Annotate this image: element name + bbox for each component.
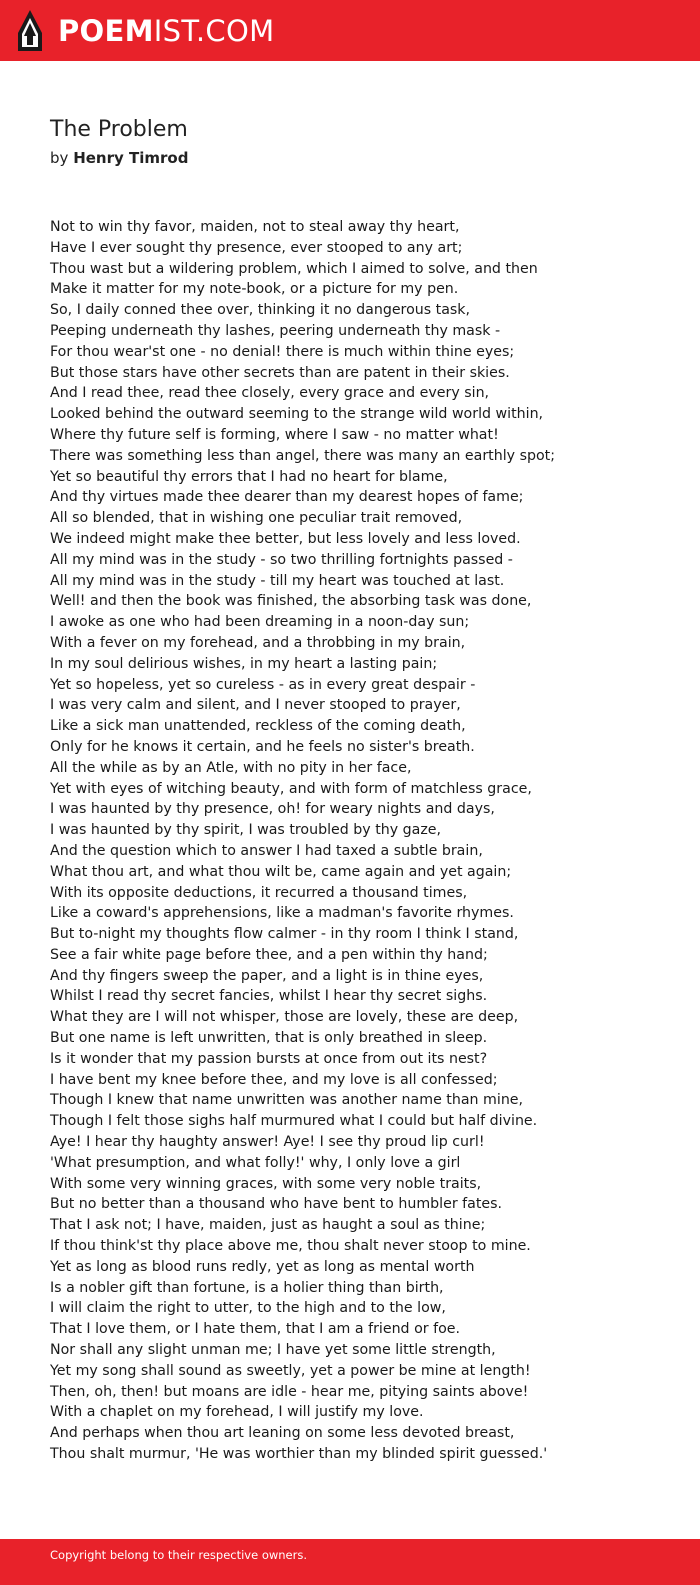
poem-line: There was something less than angel, there was many an earthly spot;: [50, 447, 555, 464]
poem-line: What thou art, and what thou wilt be, came again and yet again;: [50, 863, 512, 880]
poem-line: For thou wear'st one - no denial! there is much within thine eyes;: [50, 343, 515, 360]
poem-line: Looked behind the outward seeming to the strange wild world within,: [50, 406, 544, 423]
poem-line: Have I ever sought thy presence, ever stooped to any art;: [50, 239, 463, 256]
poem-line: That I ask not; I have, maiden, just as haught a soul as thine;: [50, 1217, 486, 1234]
poem-line: But no better than a thousand who have bent to humbler fates.: [50, 1196, 503, 1213]
poem-byline: [50, 148, 188, 168]
poem-line: Thou shalt murmur, 'He was worthier than my blinded spirit guessed.': [50, 1446, 548, 1463]
poem-line: I have bent my knee before thee, and my love is all confessed;: [50, 1071, 498, 1088]
poem-line: If thou think'st thy place above me, thou shalt never stoop to mine.: [50, 1238, 531, 1255]
poem-line: I was very calm and silent, and I never stooped to prayer,: [50, 697, 461, 714]
poem-line: Whilst I read thy secret fancies, whilst I hear thy secret sighs.: [50, 988, 488, 1005]
poem-line: And the question which to answer I had taxed a subtle brain,: [50, 842, 483, 859]
poem-line: All so blended, that in wishing one peculiar trait removed,: [50, 510, 463, 527]
poem-line: All my mind was in the study - till my heart was touched at last.: [50, 572, 505, 589]
poem-line: I will claim the right to utter, to the high and to the low,: [50, 1300, 446, 1317]
poem-line: Aye! I hear thy haughty answer! Aye! I see thy proud lip curl!: [50, 1134, 485, 1151]
poem-line: And perhaps when thou art leaning on some less devoted breast,: [50, 1425, 515, 1442]
site-header: [0, 0, 700, 61]
poem-line: So, I daily conned thee over, thinking it no dangerous task,: [50, 302, 471, 319]
poem-line: With a chaplet on my forehead, I will justify my love.: [50, 1404, 424, 1421]
poem-line: Thou wast but a wildering problem, which I aimed to solve, and then: [50, 260, 538, 277]
poem-line: Though I felt those sighs half murmured what I could but half divine.: [50, 1113, 538, 1130]
poem-line: Nor shall any slight unman me; I have yet some little strength,: [50, 1342, 496, 1359]
poem-line: And I read thee, read thee closely, every grace and every sin,: [50, 385, 490, 402]
poem-line: See a fair white page before thee, and a pen within thy hand;: [50, 946, 488, 963]
poem-line: But to-night my thoughts flow calmer - in thy room I think I stand,: [50, 926, 519, 943]
brand-name-light: IST.COM: [153, 13, 275, 48]
copyright-notice: Copyright belong to their respective owners.: [50, 1548, 308, 1562]
poem-line: Yet as long as blood runs redly, yet as long as mental worth: [50, 1258, 475, 1275]
poem-line: I was haunted by thy spirit, I was troubled by thy gaze,: [50, 822, 442, 839]
poem-author: Henry Timrod: [73, 149, 189, 167]
poem-line: We indeed might make thee better, but less lovely and less loved.: [50, 530, 521, 547]
poem-line: All the while as by an Atle, with no pity in her face,: [50, 759, 412, 776]
poem-line: In my soul delirious wishes, in my heart a lasting pain;: [50, 655, 438, 672]
poem-line: Well! and then the book was finished, the absorbing task was done,: [50, 593, 532, 610]
by-label: by: [50, 149, 69, 167]
poem-line: Yet with eyes of witching beauty, and with form of matchless grace,: [50, 780, 532, 797]
poem-line: And thy fingers sweep the paper, and a light is in thine eyes,: [50, 967, 484, 984]
site-logo-link[interactable]: [16, 8, 274, 54]
poem-line: And thy virtues made thee dearer than my dearest hopes of fame;: [50, 489, 524, 506]
site-footer: [0, 1539, 700, 1585]
poem-line: Like a coward's apprehensions, like a madman's favorite rhymes.: [50, 905, 514, 922]
poem-line: With its opposite deductions, it recurred a thousand times,: [50, 884, 468, 901]
poem-line: With a fever on my forehead, and a throbbing in my brain,: [50, 634, 466, 651]
poem-line: Yet my song shall sound as sweetly, yet a power be mine at length!: [50, 1362, 531, 1379]
poem-line: Make it matter for my note-book, or a picture for my pen.: [50, 281, 459, 298]
poem-line: Where thy future self is forming, where I saw - no matter what!: [50, 426, 499, 443]
poem-line: 'What presumption, and what folly!' why, I only love a girl: [50, 1154, 461, 1171]
poem-line: I was haunted by thy presence, oh! for weary nights and days,: [50, 801, 495, 818]
poem-line: What they are I will not whisper, those are lovely, these are deep,: [50, 1009, 519, 1026]
poem-line: Not to win thy favor, maiden, not to steal away thy heart,: [50, 219, 460, 235]
poem-line: Only for he knows it certain, and he feels no sister's breath.: [50, 738, 475, 755]
poem-line: Then, oh, then! but moans are idle - hear me, pitying saints above!: [50, 1383, 529, 1400]
poem-line: All my mind was in the study - so two thrilling fortnights passed -: [50, 551, 513, 568]
poem-line: Peeping underneath thy lashes, peering underneath thy mask -: [50, 322, 501, 339]
poem-line: Yet so beautiful thy errors that I had no heart for blame,: [50, 468, 448, 485]
poem-line: That I love them, or I hate them, that I am a friend or foe.: [50, 1321, 461, 1338]
poem-body: [50, 217, 680, 1465]
poem-line: Yet so hopeless, yet so cureless - as in every great despair -: [50, 676, 476, 693]
poem-line: With some very winning graces, with some very noble traits,: [50, 1175, 482, 1192]
poem-line: But those stars have other secrets than are patent in their skies.: [50, 364, 510, 381]
poem-line: Though I knew that name unwritten was another name than mine,: [50, 1092, 524, 1109]
pen-nib-icon: [16, 9, 44, 53]
poem-line: Like a sick man unattended, reckless of the coming death,: [50, 718, 466, 735]
brand-name: [58, 13, 275, 48]
poem-line: But one name is left unwritten, that is only breathed in sleep.: [50, 1030, 488, 1047]
brand-name-bold: POEM: [58, 13, 154, 48]
poem-title: The Problem: [50, 117, 188, 142]
poem-line: I awoke as one who had been dreaming in a noon-day sun;: [50, 614, 470, 631]
poem-line: Is it wonder that my passion bursts at once from out its nest?: [50, 1050, 488, 1067]
poem-line: Is a nobler gift than fortune, is a holier thing than birth,: [50, 1279, 444, 1296]
